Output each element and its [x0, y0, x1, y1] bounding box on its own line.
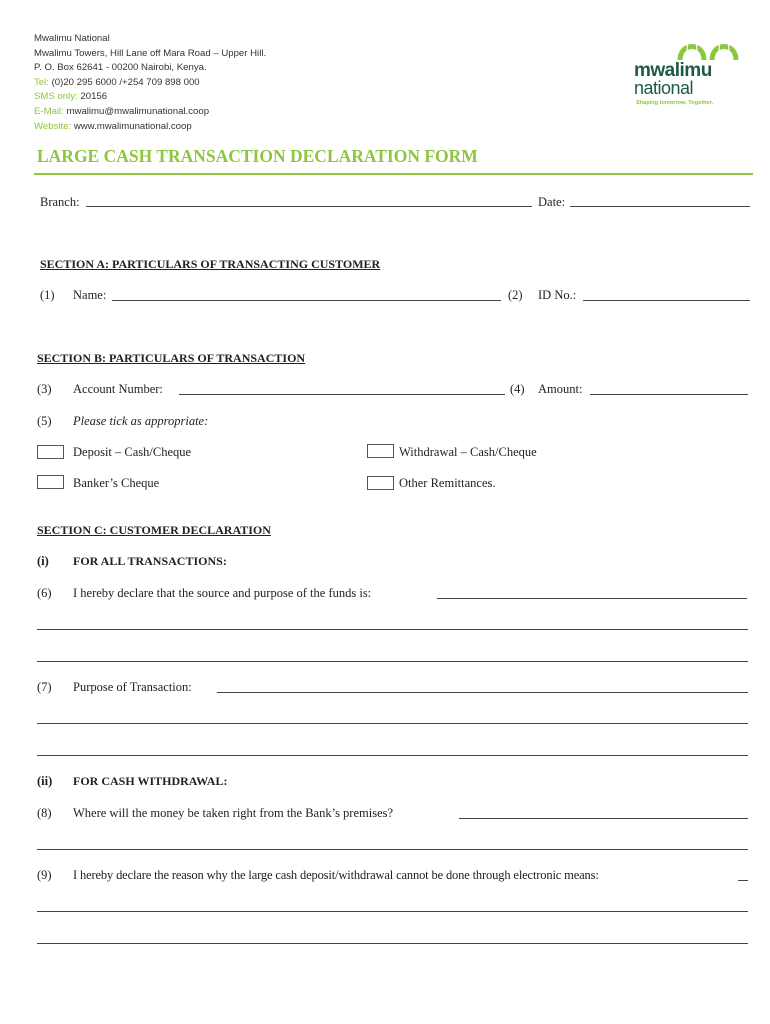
- subsection-number: (ii): [37, 774, 53, 788]
- amount-label: Amount:: [538, 382, 583, 396]
- purpose-label: Purpose of Transaction:: [73, 680, 192, 694]
- logo-arches-icon: [674, 34, 744, 62]
- title-divider: [34, 173, 753, 175]
- purpose-field-line[interactable]: [37, 755, 748, 756]
- id-label: ID No.:: [538, 288, 577, 302]
- section-a-heading: SECTION A: PARTICULARS OF TRANSACTING CUSTOMER: [40, 257, 381, 271]
- electronic-reason-field[interactable]: [738, 880, 748, 881]
- website-line: [34, 120, 266, 135]
- form-title: LARGE CASH TRANSACTION DECLARATION FORM: [37, 146, 478, 166]
- email-line: [34, 105, 266, 120]
- money-destination-field-line[interactable]: [37, 849, 748, 850]
- org-address-block: [34, 32, 266, 134]
- item-number: (1): [40, 288, 55, 302]
- money-destination-field[interactable]: [459, 818, 748, 819]
- deposit-label: Deposit – Cash/Cheque: [73, 445, 192, 459]
- electronic-reason-field-line[interactable]: [37, 943, 748, 944]
- mwalimu-logo: [630, 34, 745, 114]
- item-number: (3): [37, 382, 52, 396]
- branch-label: Branch:: [40, 195, 80, 209]
- sms-value: 20156: [77, 91, 108, 103]
- date-field[interactable]: [570, 206, 750, 207]
- name-label: Name:: [73, 288, 107, 302]
- source-purpose-label: I hereby declare that the source and purpose of the funds is:: [73, 586, 372, 600]
- all-transactions-heading: FOR ALL TRANSACTIONS:: [73, 554, 227, 568]
- item-number: (8): [37, 806, 52, 820]
- section-c-heading: SECTION C: CUSTOMER DECLARATION: [37, 523, 271, 537]
- sms-line: [34, 90, 266, 105]
- item-number: (7): [37, 680, 52, 694]
- amount-field[interactable]: [590, 394, 748, 395]
- source-purpose-field-line[interactable]: [37, 661, 748, 662]
- item-number: (9): [37, 868, 52, 882]
- address-line-2: P. O. Box 62641 - 00200 Nairobi, Kenya.: [34, 62, 207, 74]
- account-label: Account Number:: [73, 382, 163, 396]
- section-b-heading: SECTION B: PARTICULARS OF TRANSACTION: [37, 351, 306, 365]
- name-field[interactable]: [112, 300, 501, 301]
- withdrawal-checkbox[interactable]: [367, 444, 394, 458]
- address-line-1: Mwalimu Towers, Hill Lane off Mara Road – Upper Hill.: [34, 47, 267, 59]
- other-remittances-checkbox[interactable]: [367, 476, 394, 490]
- website-value: www.mwalimunational.coop: [71, 120, 192, 132]
- org-name: Mwalimu National: [34, 33, 110, 44]
- logo-tagline: Shaping tomorrow. Together.: [636, 100, 714, 106]
- money-destination-label: Where will the money be taken right from the Bank’s premises?: [73, 806, 394, 820]
- bankers-cheque-checkbox[interactable]: [37, 475, 64, 489]
- item-number: (2): [508, 288, 523, 302]
- tel-line: [34, 76, 266, 91]
- item-number: (5): [37, 414, 52, 428]
- bankers-cheque-label: Banker’s Cheque: [73, 476, 160, 490]
- website-label: Website:: [34, 120, 72, 132]
- source-purpose-field[interactable]: [437, 598, 747, 599]
- branch-field[interactable]: [86, 206, 532, 207]
- item-number: (4): [510, 382, 525, 396]
- subsection-number: (i): [37, 554, 49, 568]
- tick-instruction: Please tick as appropriate:: [73, 414, 209, 428]
- withdrawal-label: Withdrawal – Cash/Cheque: [399, 445, 537, 459]
- tel-label: Tel:: [34, 76, 49, 88]
- logo-word-national: national: [634, 78, 694, 98]
- date-label: Date:: [538, 195, 566, 209]
- purpose-field[interactable]: [217, 692, 748, 693]
- account-field[interactable]: [179, 394, 505, 395]
- electronic-reason-field-line[interactable]: [37, 911, 748, 912]
- source-purpose-field-line[interactable]: [37, 629, 748, 630]
- other-remittances-label: Other Remittances.: [399, 476, 496, 490]
- tel-value: (0)20 295 6000 /+254 709 898 000: [48, 76, 200, 88]
- electronic-reason-label: I hereby declare the reason why the large cash deposit/withdrawal cannot be done through electronic means:: [73, 868, 599, 882]
- email-label: E-Mail:: [34, 105, 64, 117]
- item-number: (6): [37, 586, 52, 600]
- deposit-checkbox[interactable]: [37, 445, 64, 459]
- cash-withdrawal-heading: FOR CASH WITHDRAWAL:: [73, 774, 228, 788]
- logo-word-mwalimu: mwalimu: [634, 60, 712, 81]
- sms-label: SMS only:: [34, 91, 78, 103]
- purpose-field-line[interactable]: [37, 723, 748, 724]
- id-field[interactable]: [583, 300, 750, 301]
- email-value: mwalimu@mwalimunational.coop: [63, 105, 210, 117]
